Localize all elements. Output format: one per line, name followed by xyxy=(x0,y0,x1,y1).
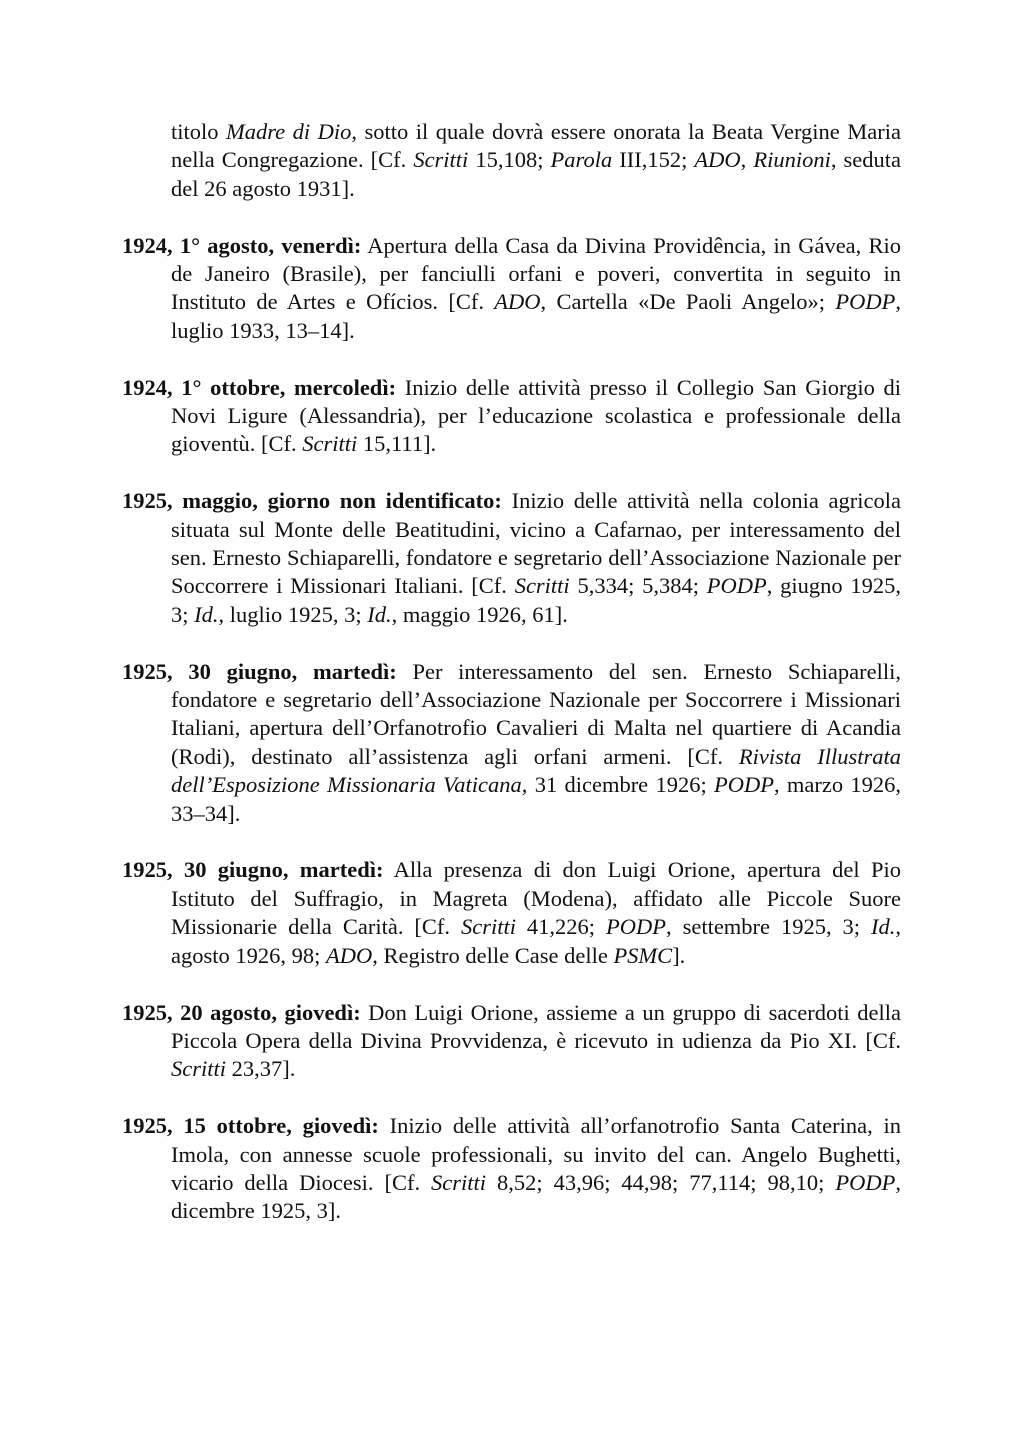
entry-text: , luglio 1933, 13–14]. xyxy=(171,289,901,343)
chronology-entry xyxy=(122,1112,901,1226)
entry-italic-text: Madre di Dio xyxy=(226,119,352,144)
entry-text: Inizio delle attività all’orfanotrofio Santa Caterina, in Imola, con annesse scuole professionali, su invito del can. Angelo Bughetti, vicario della Diocesi. [Cf. xyxy=(171,1113,901,1195)
entry-italic-text: PODP xyxy=(835,1169,896,1195)
chronology-entry xyxy=(122,856,901,970)
entry-text: Per interessamento del sen. Ernesto Schiaparelli, fondatore e segretario dell’Associazione Nazionale per Soccorrere i Missionari Italiani, apertura dell’Orfanotrofio Cavalieri di Malta nel quartiere di Acandia (Rodi), destinato all’assistenza agli orfani armeni. [Cf. xyxy=(171,658,901,769)
entry-text: , Cartella «De Paoli Angelo»; xyxy=(540,289,836,315)
entry-date: 1925, 30 giugno, martedì: xyxy=(122,857,384,883)
entry-text: , settembre 1925, 3; xyxy=(666,914,871,940)
entry-text: , xyxy=(740,147,754,173)
entry-text: 15,111]. xyxy=(357,431,437,457)
entry-text: , seduta del 26 agosto 1931]. xyxy=(171,147,901,201)
entry-italic-text: ADO xyxy=(694,147,741,173)
entry-italic-text: Rivista Illustrata dell’Esposizione Missionaria Vaticana xyxy=(171,743,902,798)
entry-date: 1925, maggio, giorno non identificato: xyxy=(122,488,502,514)
chronology-entry xyxy=(122,232,901,346)
entry-text: titolo xyxy=(171,119,227,144)
chronology-entry xyxy=(122,658,901,828)
entry-text: Inizio delle attività presso il Collegio San Giorgio di Novi Ligure (Alessandria), per l’educazione scolastica e professionale della gioventù. [Cf. xyxy=(171,374,901,457)
entry-italic-text: Scritti xyxy=(302,431,358,457)
entry-italic-text: ADO xyxy=(494,289,541,315)
entry-text: 5,334; 5,384; xyxy=(569,573,707,599)
entry-italic-text: Scritti xyxy=(431,1169,487,1195)
entry-text: Inizio delle attività nella colonia agricola situata sul Monte delle Beatitudini, vicino a Cafarnao, per interessamento del sen. Ernesto Schiaparelli, fondatore e segretario dell’Associazione Nazionale per Soccorrere i Missionari Italiani. [Cf. xyxy=(171,488,902,599)
entry-date: 1924, 1° ottobre, mercoledì: xyxy=(122,374,397,400)
chronology-entry xyxy=(122,374,901,459)
entry-text: Apertura della Casa da Divina Providência, in Gávea, Rio de Janeiro (Brasile), per fanciulli orfani e poveri, convertita in seguito in Instituto de Artes e Ofícios. [Cf. xyxy=(171,232,902,315)
entry-italic-text: PSMC xyxy=(613,942,673,968)
chronology-page xyxy=(122,118,901,1254)
entry-text: , 31 dicembre 1926; xyxy=(521,772,714,798)
entry-italic-text: ADO xyxy=(326,942,373,968)
entry-text: , Registro delle Case delle xyxy=(372,942,614,968)
entry-italic-text: PODP xyxy=(835,289,896,315)
entry-text: , marzo 1926, 33–34]. xyxy=(171,772,901,826)
entry-italic-text: Scritti xyxy=(514,573,570,599)
entry-text: 8,52; 43,96; 44,98; 77,114; 98,10; xyxy=(486,1169,836,1195)
entry-italic-text: Scritti xyxy=(460,914,516,940)
entry-italic-text: PODP xyxy=(706,573,767,599)
entry-italic-text: Id. xyxy=(194,601,219,627)
entry-text: III,152; xyxy=(612,147,695,173)
chronology-entry-continuation xyxy=(122,118,901,203)
entry-text: , luglio 1925, 3; xyxy=(218,601,368,627)
entry-date: 1925, 15 ottobre, giovedì: xyxy=(122,1113,379,1139)
entry-text: , giugno 1925, 3; xyxy=(171,573,901,627)
entry-date: 1925, 30 giugno, martedì: xyxy=(122,658,397,684)
entry-text: , maggio 1926, 61]. xyxy=(391,601,568,627)
entry-text: 23,37]. xyxy=(226,1056,296,1082)
entry-text: 41,226; xyxy=(515,914,606,940)
entry-italic-text: Parola xyxy=(550,147,613,173)
chronology-entry xyxy=(122,999,901,1084)
entry-italic-text: Riunioni xyxy=(753,147,831,173)
entry-text: , dicembre 1925, 3]. xyxy=(171,1169,901,1224)
entry-text: ]. xyxy=(672,942,686,968)
entry-text: Alla presenza di don Luigi Orione, apertura del Pio Istituto del Suffragio, in Magreta (Modena), affidato alle Piccole Suore Missionarie della Carità. [Cf. xyxy=(171,857,901,940)
entry-text: , sotto il quale dovrà essere onorata la Beata Vergine Maria nella Congregazione. [Cf. xyxy=(171,119,902,173)
entry-italic-text: Scritti xyxy=(413,147,469,173)
entry-italic-text: Id. xyxy=(367,601,392,627)
entry-italic-text: Scritti xyxy=(171,1056,226,1082)
entry-italic-text: Id. xyxy=(871,914,896,940)
entry-text: 15,108; xyxy=(468,147,551,173)
chronology-entry xyxy=(122,487,901,629)
entry-date: 1924, 1° agosto, venerdì: xyxy=(122,232,362,258)
entry-date: 1925, 20 agosto, giovedì: xyxy=(122,999,361,1025)
entry-text: , agosto 1926, 98; xyxy=(171,914,901,968)
entry-italic-text: PODP xyxy=(606,914,666,940)
entry-italic-text: PODP xyxy=(713,772,774,798)
entry-text: Don Luigi Orione, assieme a un gruppo di sacerdoti della Piccola Opera della Divina Provvidenza, è ricevuto in udienza da Pio XI. [Cf. xyxy=(171,999,901,1053)
